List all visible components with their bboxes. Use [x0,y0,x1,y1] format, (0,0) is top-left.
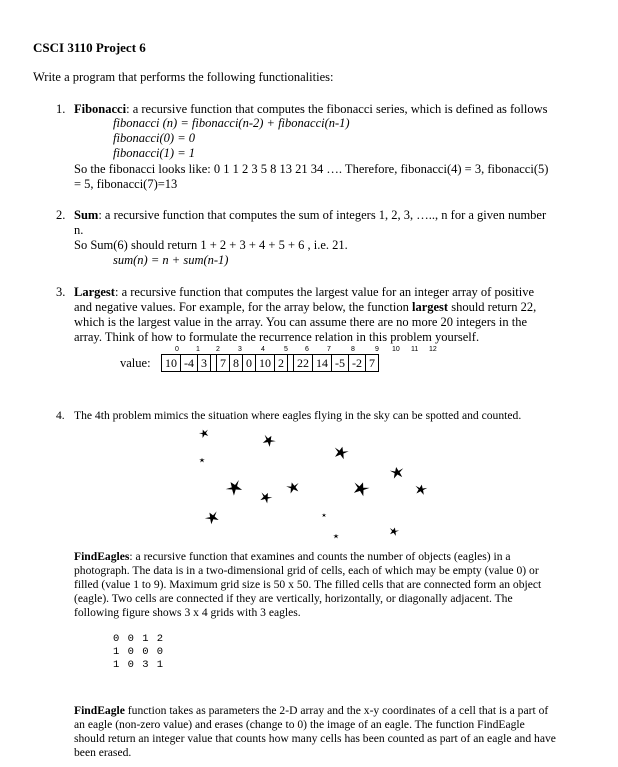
eagle-icon [389,466,404,479]
eagle-icon [333,534,339,539]
grid-row: 1 0 3 1 [113,659,165,671]
eagle-icon [199,458,205,463]
array-cell: 3 [198,355,211,371]
item-number-2: 2. [56,208,66,222]
fibonacci-base-1: fibonacci(1) = 1 [113,146,196,160]
page-title: CSCI 3110 Project 6 [33,40,146,55]
array-cell: 2 [275,355,288,371]
findeagle-text-4: been erased. [74,746,132,759]
array-index: 8 [351,346,355,353]
array-index: 10 [392,346,400,353]
eagle-icon [322,513,327,517]
item-number-4: 4. [56,409,65,422]
array-cell: 14 [313,355,332,371]
array-cell: 8 [230,355,243,371]
largest-label: Largest [74,285,115,299]
findeagles-text-3: filled (value 1 to 9). Maximum grid size is 50 x 50. The filled cells that are connected form an object [74,578,542,591]
eagle-icon [414,484,428,496]
findeagle-label: FindEagle [74,704,125,717]
array-index: 5 [284,346,288,353]
largest-text: : a recursive function that computes the largest value for an integer array of positive [114,285,535,299]
largest-text-3: which is the largest value in the array. You can assume there are no more 20 integers in the [74,315,527,329]
sum-text: : a recursive function that computes the sum of integers 1, 2, 3, ….., n for a given number [98,208,547,222]
largest-text-4: array. Think of how to formulate the recurrence relation in this problem yourself. [74,330,480,344]
findeagles-text-2: photograph. The data is in a two-dimensional grid of cells, each of which may be empty (value 0) or [74,564,539,577]
findeagles-text-4: (eagle). Two cells are connected if they are vertically, horizontally, or diagonally adjacent. The [74,592,513,605]
sum-text-2: n. [74,223,84,237]
intro-text: Write a program that performs the following functionalities: [33,70,334,84]
item-number-3: 3. [56,285,66,299]
array-index: 1 [196,346,200,353]
findeagles-description [74,550,511,564]
array-cell: -4 [181,355,198,371]
array-cell: 10 [162,355,181,371]
grid-row: 1 0 0 0 [113,646,165,658]
fibonacci-text: : a recursive function that computes the fibonacci series, which is defined as follows [126,102,548,116]
item-number-1: 1. [56,102,66,116]
array-cell: -5 [332,355,349,371]
eagle-icon [224,477,245,497]
largest-text-2a: and negative values. For example, for the array below, the function [74,300,412,314]
findeagle-text: function takes as parameters the 2-D array and the x-y coordinates of a cell that is a part of [124,704,549,717]
sum-formula: sum(n) = n + sum(n-1) [113,253,229,267]
eagle-icon [351,480,370,498]
array-cell: 0 [243,355,256,371]
fibonacci-label: Fibonacci [74,102,127,116]
findeagles-text: : a recursive function that examines and counts the number of objects (eagles) in a [129,550,511,563]
array-cell: -2 [349,355,366,371]
array-index: 7 [327,346,331,353]
eagle-icon [388,526,399,536]
eagle-icon [332,445,349,460]
array-index: 9 [375,346,379,353]
findeagle-text-3: should return an integer value that counts how many cells has been counted as part of an eagle and have [74,732,556,745]
sum-label: Sum [74,208,99,222]
array-index: 2 [216,346,220,353]
array-cell: 10 [256,355,275,371]
sum-example: So Sum(6) should return 1 + 2 + 3 + 4 + 5 + 6 , i.e. 21. [74,238,348,252]
array-index: 12 [429,346,437,353]
eagle-icon [261,433,277,448]
array-index: 0 [175,346,179,353]
largest-function-name: largest [411,300,449,314]
eagles-intro: The 4th problem mimics the situation where eagles flying in the sky can be spotted and counted. [74,409,522,422]
array-cell: 7 [369,356,375,370]
array-index: 6 [305,346,309,353]
findeagles-label: FindEagles [74,550,130,563]
array-cell: 7 [217,355,230,371]
array-index: 11 [411,346,419,353]
fibonacci-series-text-2: = 5, fibonacci(7)=13 [74,177,178,191]
array-index: 4 [261,346,265,353]
array-cell: 22 [294,355,313,371]
fibonacci-series-text: So the fibonacci looks like: 0 1 1 2 3 5 8 13 21 34 …. Therefore, fibonacci(4) = 3, fibonacci(5) [74,162,549,176]
findeagle-description [74,704,548,718]
eagle-icon [286,481,301,494]
eagle-icon [198,428,210,439]
fibonacci-base-0: fibonacci(0) = 0 [113,131,196,145]
eagle-icon [258,490,273,504]
findeagle-text-2: an eagle (non-zero value) and erases (change to 0) the image of an eagle. The function FindEagle [74,718,525,731]
eagle-icon [204,509,221,525]
largest-text-2c: should return 22, [448,300,537,314]
findeagles-text-5: following figure shows 3 x 4 grids with 3 eagles. [74,606,301,619]
array-index: 3 [238,346,242,353]
array-value-label: value: [120,356,151,370]
grid-row: 0 0 1 2 [113,633,165,645]
fibonacci-formula: fibonacci (n) = fibonacci(n-2) + fibonacci(n-1) [113,116,350,130]
